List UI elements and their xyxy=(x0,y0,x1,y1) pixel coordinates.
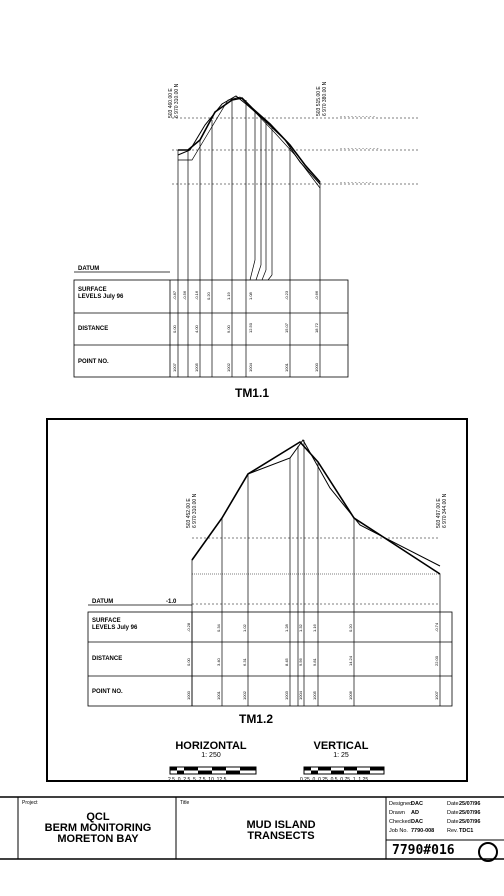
svg-text:0.20: 0.20 xyxy=(348,624,353,632)
svg-text:1002: 1002 xyxy=(226,363,231,372)
meta-row: Designed DAC Date 25/07/96 xyxy=(389,801,481,807)
svg-text:1.08: 1.08 xyxy=(248,292,253,300)
svg-text:9.81: 9.81 xyxy=(312,658,317,666)
title-caption: Title xyxy=(180,800,190,806)
coordinate-label-left-2: 6 970 310.00 N xyxy=(174,83,180,118)
tm1-2-datum-value: -1.0 xyxy=(166,599,177,605)
project-line-2: BERM MONITORING xyxy=(44,822,152,834)
vertical-scale-bar xyxy=(302,766,392,776)
svg-text:1001: 1001 xyxy=(216,691,221,700)
svg-text:1.02: 1.02 xyxy=(242,624,247,632)
svg-text:-0.74: -0.74 xyxy=(434,622,439,632)
svg-text:12.50: 12.50 xyxy=(248,322,253,333)
svg-text:3.40: 3.40 xyxy=(216,658,221,666)
svg-text:0.20: 0.20 xyxy=(206,292,211,300)
tm1-2-distance-label: DISTANCE xyxy=(92,656,123,662)
transect-tm1-2-profile xyxy=(0,420,504,730)
tm1-1-title: TM1.1 xyxy=(234,386,269,400)
svg-text:1005: 1005 xyxy=(194,363,199,372)
svg-text:6 970 344.00 N: 6 970 344.00 N xyxy=(442,493,448,528)
tm1-1-legend-2: - - - - - - - - - - - xyxy=(340,146,379,152)
svg-text:1007: 1007 xyxy=(434,691,439,700)
drawing-title xyxy=(176,820,386,842)
svg-text:15.07: 15.07 xyxy=(284,322,289,333)
vertical-scale-label: VERTICAL xyxy=(313,740,369,752)
svg-text:1.16: 1.16 xyxy=(312,624,317,632)
svg-text:0.00: 0.00 xyxy=(186,658,191,666)
company-logo-icon xyxy=(478,842,498,862)
tm1-2-surface-label: SURFACE LEVELS July 96 xyxy=(92,618,138,631)
tm1-1-legend-3: - - - - - - - - - xyxy=(340,180,372,186)
svg-text:-0.23: -0.23 xyxy=(284,290,289,300)
svg-text:1003: 1003 xyxy=(284,691,289,700)
svg-text:1007: 1007 xyxy=(172,363,177,372)
horizontal-scale-label: HORIZONTAL xyxy=(175,740,247,752)
svg-text:1.32: 1.32 xyxy=(298,624,303,632)
svg-text:1004: 1004 xyxy=(298,691,303,700)
svg-text:9.00: 9.00 xyxy=(226,325,231,333)
svg-text:503 497.00 E: 503 497.00 E xyxy=(436,498,442,528)
svg-text:1.28: 1.28 xyxy=(284,624,289,632)
svg-text:1005: 1005 xyxy=(312,691,317,700)
svg-text:1001: 1001 xyxy=(284,363,289,372)
horizontal-scale-bar xyxy=(168,766,258,776)
project-line-3: MORETON BAY xyxy=(57,833,139,845)
svg-text:0.34: 0.34 xyxy=(216,624,221,632)
meta-row: Checked DAC Date 25/07/96 xyxy=(389,819,481,825)
svg-text:-0.87: -0.87 xyxy=(172,290,177,300)
svg-text:503 452.00 E: 503 452.00 E xyxy=(186,498,192,528)
tm1-1-datum-label: DATUM xyxy=(78,266,100,272)
svg-text:-0.16: -0.16 xyxy=(194,290,199,300)
vertical-scale-ratio: 1: 25 xyxy=(333,752,349,759)
svg-text:1002: 1002 xyxy=(242,691,247,700)
svg-text:4.00: 4.00 xyxy=(194,325,199,333)
drawing-number: 7790#016 xyxy=(392,843,455,858)
meta-table xyxy=(389,800,503,836)
svg-text:1.19: 1.19 xyxy=(226,292,231,300)
coordinate-label-right: 503 515.00 E xyxy=(316,86,322,116)
svg-text:-0.66: -0.66 xyxy=(314,290,319,300)
svg-text:14.24: 14.24 xyxy=(348,655,353,666)
svg-text:-0.56: -0.56 xyxy=(182,290,187,300)
project-caption: Project xyxy=(22,800,38,806)
svg-text:6.31: 6.31 xyxy=(242,658,247,666)
project-name xyxy=(20,812,176,845)
svg-text:22.00: 22.00 xyxy=(434,655,439,666)
coordinate-label-left: 503 460.00 E xyxy=(168,88,174,118)
tm1-1-surface-label: SURFACE LEVELS July 96 xyxy=(78,287,124,300)
svg-text:-0.28: -0.28 xyxy=(186,622,191,632)
tm1-2-datum-label: DATUM xyxy=(92,599,114,605)
title-line-1: MUD ISLAND xyxy=(246,819,316,831)
svg-text:1004: 1004 xyxy=(248,363,253,372)
transect-tm1-1-profile xyxy=(0,60,504,400)
meta-row: Drawn AD Date 25/07/96 xyxy=(389,810,481,816)
svg-text:1006: 1006 xyxy=(348,691,353,700)
tm1-2-point-label: POINT NO. xyxy=(92,689,123,695)
svg-text:18.72: 18.72 xyxy=(314,322,319,333)
tm1-1-point-label: POINT NO. xyxy=(78,359,109,365)
svg-text:8.45: 8.45 xyxy=(284,658,289,666)
tm1-1-legend-1: - - - - - - - - - - xyxy=(340,114,375,120)
horizontal-scale xyxy=(166,740,256,759)
svg-text:6 970 310.00 N: 6 970 310.00 N xyxy=(192,493,198,528)
horizontal-scale-ratio: 1: 250 xyxy=(201,752,221,759)
svg-text:1000: 1000 xyxy=(314,363,319,372)
coordinate-label-right-2: 6 970 380.00 N xyxy=(322,81,328,116)
svg-text:0.00: 0.00 xyxy=(172,325,177,333)
vertical-scale-ticks: 0.25 0 0.25 0.5 0.75 1 1.25 xyxy=(300,777,369,783)
svg-text:1000: 1000 xyxy=(186,691,191,700)
title-line-2: TRANSECTS xyxy=(247,830,315,842)
vertical-scale xyxy=(296,740,386,759)
tm1-2-title: TM1.2 xyxy=(238,712,273,726)
tm1-1-distance-label: DISTANCE xyxy=(78,326,109,332)
meta-row: Job No. 7790-008 Rev. TDC1 xyxy=(389,828,474,834)
svg-text:9.56: 9.56 xyxy=(298,658,303,666)
project-line-1: QCL xyxy=(86,811,110,823)
horizontal-scale-ticks: 2.5 0 2.5 5 7.5 10 12.5 xyxy=(168,777,227,783)
